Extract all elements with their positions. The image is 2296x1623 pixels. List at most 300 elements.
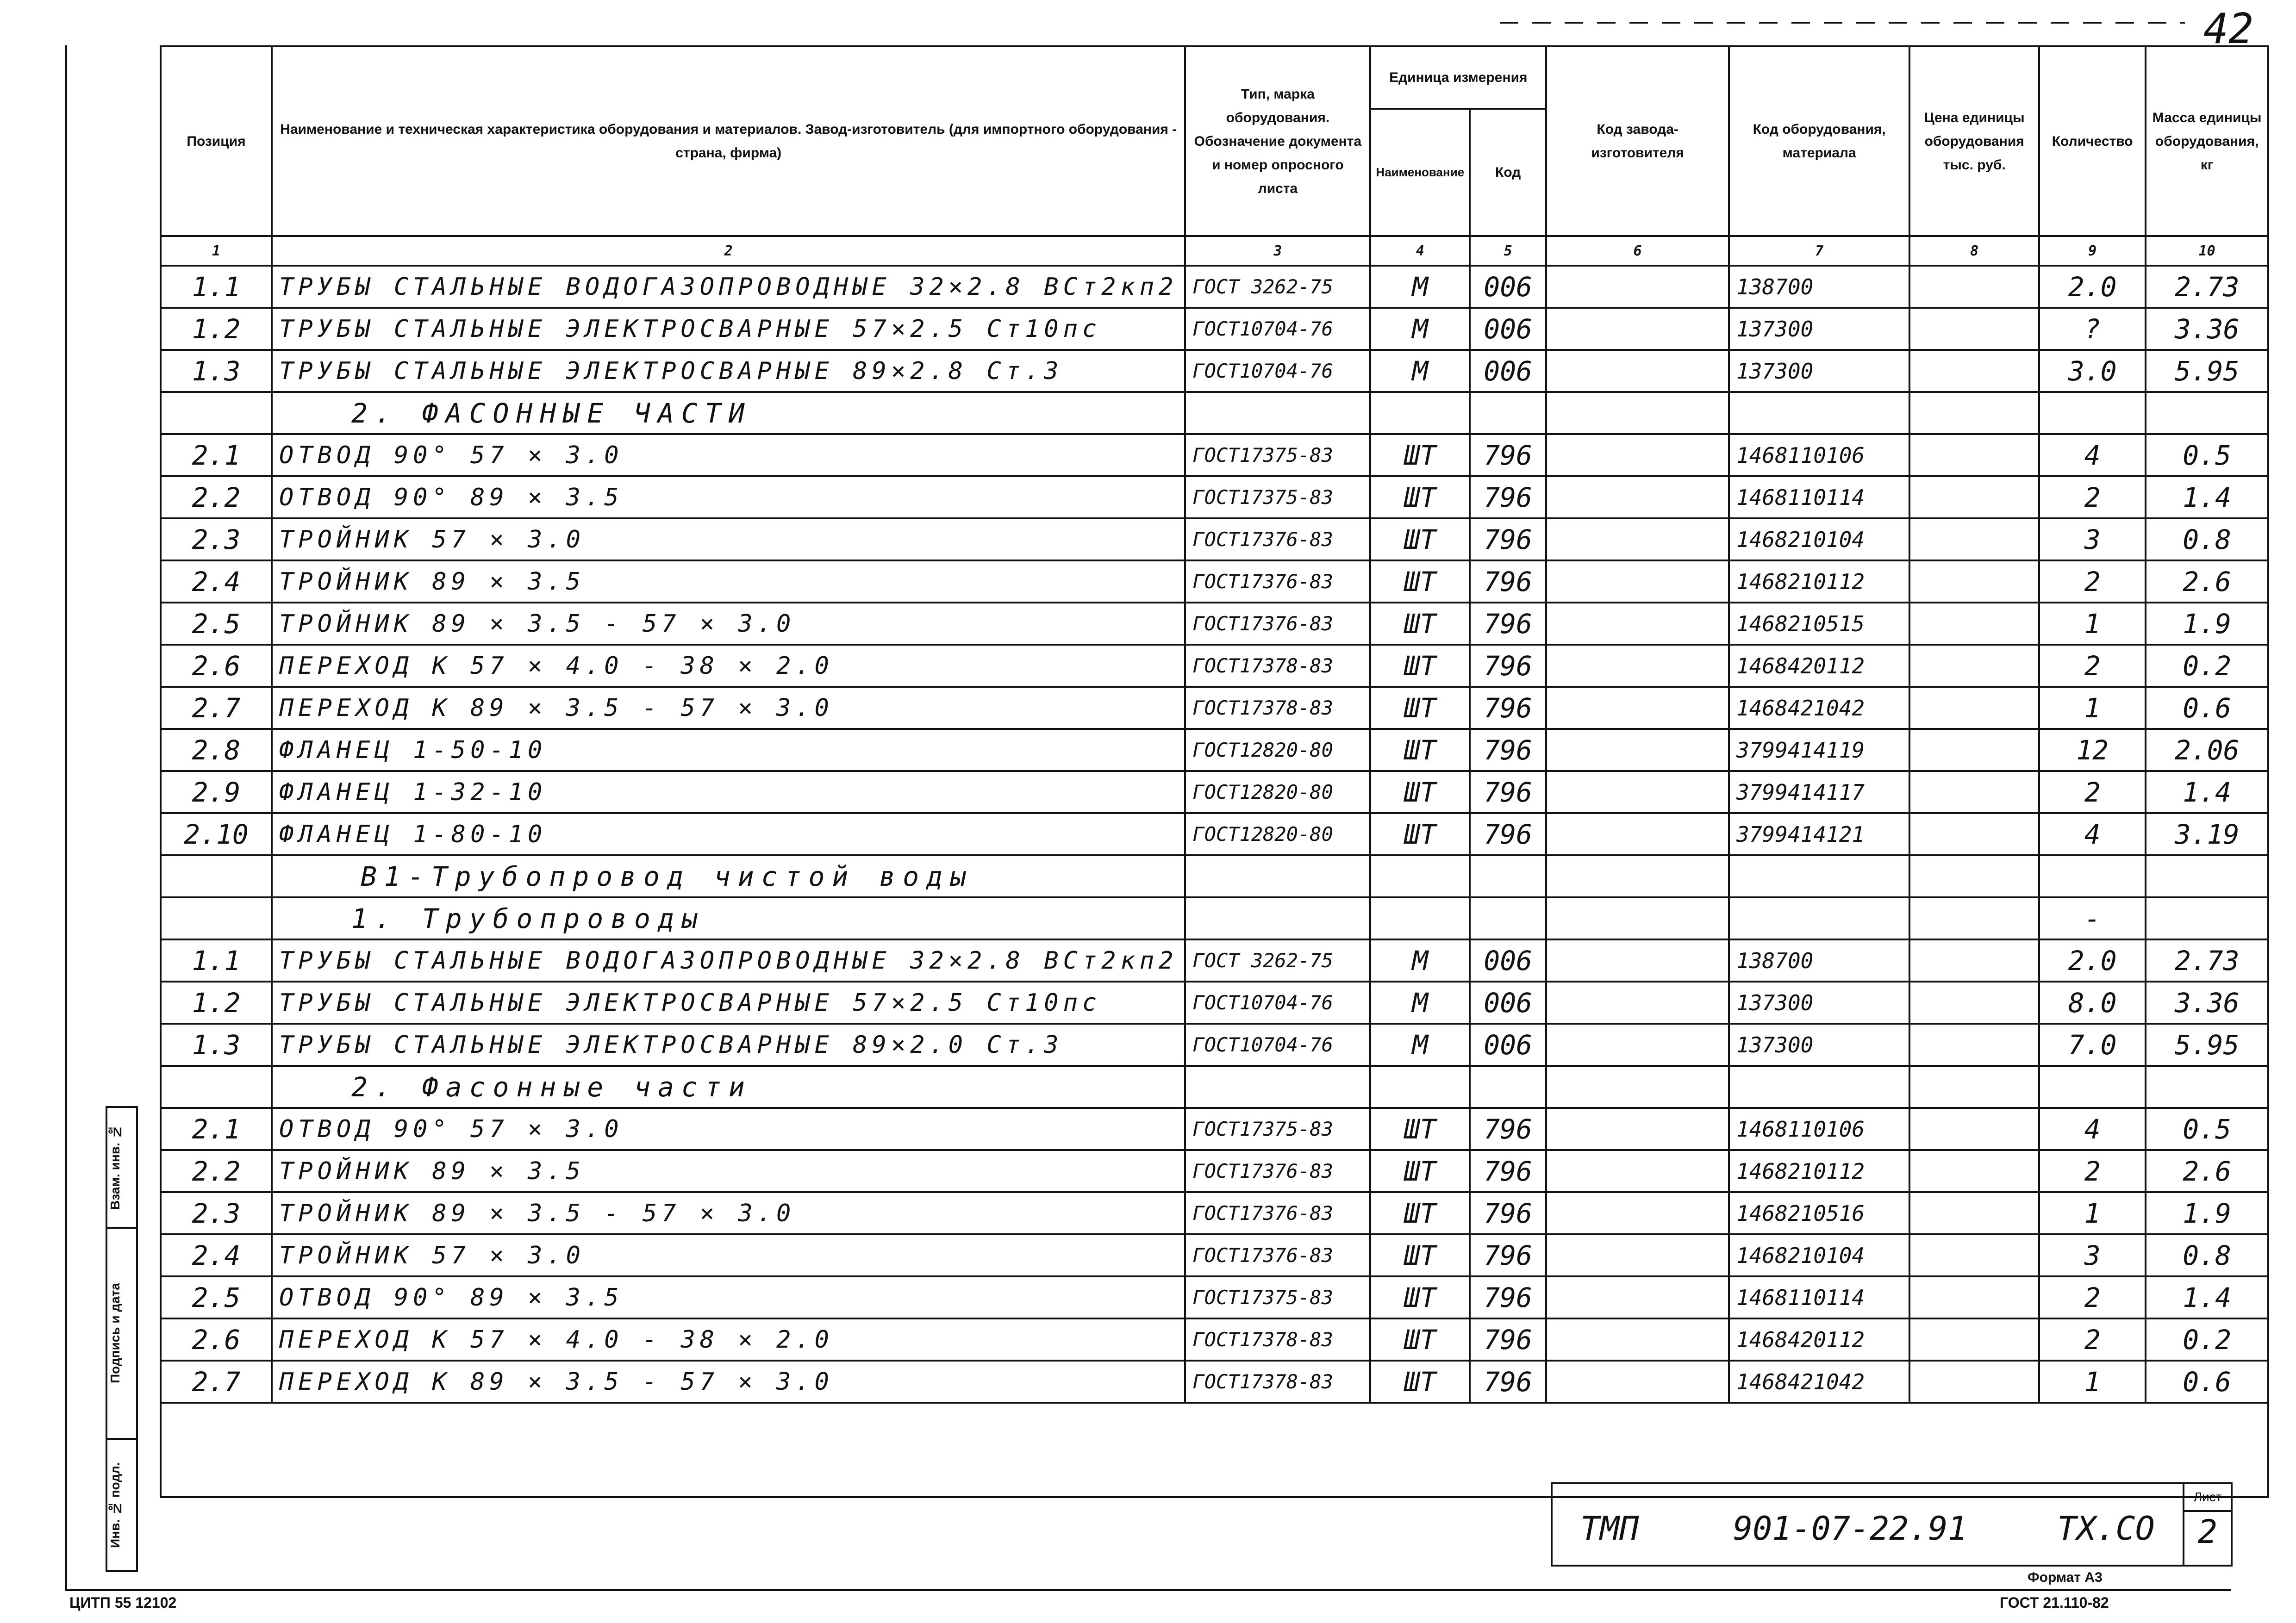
side-label-replacement: Взам. инв. № (108, 1125, 122, 1210)
name-cell: ТРОЙНИК 57 × 3.0 (272, 518, 1185, 560)
name-cell: ТРУБЫ СТАЛЬНЫЕ ВОДОГАЗОПРОВОДНЫЕ 32×2.8 ВСт2кп2 (272, 266, 1185, 308)
title-block (1551, 1482, 2233, 1567)
price-cell (1909, 1318, 2039, 1361)
standard-cell: ГОСТ17378-83 (1185, 1318, 1370, 1361)
quantity-cell: 2.0 (2039, 266, 2146, 308)
table-row (161, 560, 2268, 603)
unit-code-cell: 796 (1470, 1108, 1546, 1150)
equipment-code-cell: 1468110106 (1729, 434, 1909, 476)
table-row (161, 518, 2268, 560)
equipment-code-cell: 1468210516 (1729, 1192, 1909, 1234)
unit-name-cell: ШТ (1370, 1234, 1470, 1276)
equipment-code-cell: 3799414121 (1729, 813, 1909, 855)
factory-code-cell (1546, 939, 1729, 982)
title-block-doc-number: 901-07-22.91 (1733, 1510, 1967, 1548)
position-cell (161, 392, 272, 434)
standard-cell: ГОСТ17375-83 (1185, 1108, 1370, 1150)
unit-code-cell: 006 (1470, 350, 1546, 392)
header-position: Позиция (161, 46, 272, 236)
sheet-number-box (2183, 1484, 2231, 1565)
footer-gost: ГОСТ 21.110-82 (2000, 1594, 2109, 1611)
unit-code-cell: 006 (1470, 939, 1546, 982)
factory-code-cell (1546, 1066, 1729, 1108)
mass-cell: 1.9 (2146, 603, 2268, 645)
factory-code-cell (1546, 1276, 1729, 1318)
name-cell: ТРУБЫ СТАЛЬНЫЕ ЭЛЕКТРОСВАРНЫЕ 57×2.5 Ст10пс (272, 982, 1185, 1024)
quantity-cell: 2 (2039, 1150, 2146, 1192)
standard-cell: ГОСТ17378-83 (1185, 687, 1370, 729)
position-cell: 2.2 (161, 476, 272, 518)
table-row (161, 1192, 2268, 1234)
unit-name-cell: М (1370, 939, 1470, 982)
equipment-code-cell: 137300 (1729, 1024, 1909, 1066)
unit-code-cell: 796 (1470, 1234, 1546, 1276)
table-header (161, 46, 2268, 236)
price-cell (1909, 813, 2039, 855)
quantity-cell: 4 (2039, 1108, 2146, 1150)
table-body (161, 236, 2268, 1497)
table-row (161, 308, 2268, 350)
equipment-code-cell (1729, 855, 1909, 897)
position-cell: 1.2 (161, 982, 272, 1024)
unit-code-cell: 796 (1470, 729, 1546, 771)
section-title: 1. Трубопроводы (272, 897, 1185, 939)
name-cell: ТРОЙНИК 89 × 3.5 (272, 1150, 1185, 1192)
position-cell: 2.1 (161, 1108, 272, 1150)
unit-name-cell: ШТ (1370, 1108, 1470, 1150)
price-cell (1909, 939, 2039, 982)
equipment-code-cell (1729, 392, 1909, 434)
column-number: 7 (1729, 236, 1909, 266)
quantity-cell: 2 (2039, 1276, 2146, 1318)
mass-cell: 3.36 (2146, 308, 2268, 350)
quantity-cell: ? (2039, 308, 2146, 350)
quantity-cell: - (2039, 897, 2146, 939)
unit-name-cell: ШТ (1370, 645, 1470, 687)
equipment-code-cell: 1468210112 (1729, 560, 1909, 603)
unit-name-cell: ШТ (1370, 434, 1470, 476)
price-cell (1909, 1361, 2039, 1403)
table-row (161, 603, 2268, 645)
header-unit-group: Единица измерения (1370, 46, 1546, 109)
unit-name-cell: ШТ (1370, 603, 1470, 645)
header-mass: Масса единицы оборудования, кг (2146, 46, 2268, 236)
standard-cell: ГОСТ17378-83 (1185, 645, 1370, 687)
position-cell: 2.7 (161, 687, 272, 729)
standard-cell: ГОСТ10704-76 (1185, 308, 1370, 350)
price-cell (1909, 518, 2039, 560)
table-row (161, 687, 2268, 729)
position-cell: 2.7 (161, 1361, 272, 1403)
column-number: 8 (1909, 236, 2039, 266)
quantity-cell: 7.0 (2039, 1024, 2146, 1066)
factory-code-cell (1546, 1318, 1729, 1361)
section-row (161, 855, 2268, 897)
price-cell (1909, 560, 2039, 603)
name-cell: ТРУБЫ СТАЛЬНЫЕ ЭЛЕКТРОСВАРНЫЕ 57×2.5 Ст10пс (272, 308, 1185, 350)
factory-code-cell (1546, 1361, 1729, 1403)
name-cell: ТРОЙНИК 57 × 3.0 (272, 1234, 1185, 1276)
unit-code-cell: 796 (1470, 434, 1546, 476)
position-cell: 2.6 (161, 645, 272, 687)
unit-name-cell: ШТ (1370, 687, 1470, 729)
unit-name-cell: ШТ (1370, 813, 1470, 855)
unit-code-cell: 796 (1470, 603, 1546, 645)
factory-code-cell (1546, 392, 1729, 434)
position-cell: 2.4 (161, 1234, 272, 1276)
frame-top-dashed-line (1500, 22, 2185, 24)
quantity-cell: 1 (2039, 1361, 2146, 1403)
header-equipment-code: Код оборудования, материала (1729, 46, 1909, 236)
position-cell: 2.5 (161, 603, 272, 645)
price-cell (1909, 350, 2039, 392)
mass-cell: 3.36 (2146, 982, 2268, 1024)
column-number: 4 (1370, 236, 1470, 266)
standard-cell: ГОСТ17378-83 (1185, 1361, 1370, 1403)
table-row (161, 813, 2268, 855)
unit-code-cell (1470, 1066, 1546, 1108)
position-cell: 1.3 (161, 350, 272, 392)
price-cell (1909, 1192, 2039, 1234)
mass-cell: 2.06 (2146, 729, 2268, 771)
column-number-row (161, 236, 2268, 266)
factory-code-cell (1546, 308, 1729, 350)
position-cell: 2.5 (161, 1276, 272, 1318)
name-cell: ФЛАНЕЦ 1-50-10 (272, 729, 1185, 771)
quantity-cell: 3 (2039, 518, 2146, 560)
standard-cell: ГОСТ17376-83 (1185, 1150, 1370, 1192)
equipment-code-cell (1729, 897, 1909, 939)
factory-code-cell (1546, 434, 1729, 476)
name-cell: ТРОЙНИК 89 × 3.5 (272, 560, 1185, 603)
table-row (161, 645, 2268, 687)
price-cell (1909, 476, 2039, 518)
mass-cell: 5.95 (2146, 350, 2268, 392)
specification-table (160, 45, 2269, 1498)
equipment-code-cell: 138700 (1729, 939, 1909, 982)
column-number: 10 (2146, 236, 2268, 266)
equipment-code-cell: 137300 (1729, 982, 1909, 1024)
column-number: 6 (1546, 236, 1729, 266)
unit-code-cell: 796 (1470, 687, 1546, 729)
position-cell (161, 855, 272, 897)
standard-cell: ГОСТ17376-83 (1185, 518, 1370, 560)
unit-code-cell: 796 (1470, 518, 1546, 560)
mass-cell: 0.8 (2146, 1234, 2268, 1276)
position-cell: 2.6 (161, 1318, 272, 1361)
mass-cell: 0.2 (2146, 1318, 2268, 1361)
quantity-cell: 1 (2039, 1192, 2146, 1234)
price-cell (1909, 434, 2039, 476)
table-row (161, 266, 2268, 308)
header-name: Наименование и техническая характеристика оборудования и материалов. Завод-изготовитель (для импортного оборудования - страна, фирма) (272, 46, 1185, 236)
quantity-cell: 3.0 (2039, 350, 2146, 392)
unit-name-cell: ШТ (1370, 560, 1470, 603)
quantity-cell: 2 (2039, 476, 2146, 518)
title-block-mark: ТХ.СО (2057, 1510, 2155, 1548)
side-label-signature: Подпись и дата (108, 1283, 122, 1384)
position-cell: 2.10 (161, 813, 272, 855)
column-number: 2 (272, 236, 1185, 266)
mass-cell: 0.8 (2146, 518, 2268, 560)
standard-cell (1185, 392, 1370, 434)
name-cell: ПЕРЕХОД К 89 × 3.5 - 57 × 3.0 (272, 1361, 1185, 1403)
price-cell (1909, 1234, 2039, 1276)
frame-bottom-line (65, 1589, 2231, 1591)
unit-code-cell: 006 (1470, 982, 1546, 1024)
name-cell: ОТВОД 90° 89 × 3.5 (272, 1276, 1185, 1318)
unit-name-cell: ШТ (1370, 1318, 1470, 1361)
mass-cell (2146, 392, 2268, 434)
unit-code-cell: 796 (1470, 1150, 1546, 1192)
unit-code-cell: 006 (1470, 266, 1546, 308)
price-cell (1909, 897, 2039, 939)
equipment-code-cell: 1468420112 (1729, 645, 1909, 687)
equipment-code-cell: 1468210104 (1729, 518, 1909, 560)
table-row (161, 476, 2268, 518)
position-cell: 2.1 (161, 434, 272, 476)
unit-code-cell: 796 (1470, 1192, 1546, 1234)
unit-name-cell: ШТ (1370, 771, 1470, 813)
price-cell (1909, 392, 2039, 434)
standard-cell: ГОСТ10704-76 (1185, 350, 1370, 392)
price-cell (1909, 1276, 2039, 1318)
header-factory-code: Код завода-изготовителя (1546, 46, 1729, 236)
mass-cell: 0.6 (2146, 687, 2268, 729)
price-cell (1909, 1150, 2039, 1192)
standard-cell: ГОСТ12820-80 (1185, 729, 1370, 771)
price-cell (1909, 729, 2039, 771)
column-number: 5 (1470, 236, 1546, 266)
quantity-cell: 2 (2039, 771, 2146, 813)
quantity-cell (2039, 855, 2146, 897)
mass-cell: 2.6 (2146, 1150, 2268, 1192)
standard-cell: ГОСТ17375-83 (1185, 434, 1370, 476)
unit-name-cell: ШТ (1370, 1276, 1470, 1318)
table-row (161, 771, 2268, 813)
mass-cell: 5.95 (2146, 1024, 2268, 1066)
standard-cell (1185, 897, 1370, 939)
mass-cell: 1.9 (2146, 1192, 2268, 1234)
unit-code-cell: 796 (1470, 560, 1546, 603)
unit-name-cell: ШТ (1370, 518, 1470, 560)
price-cell (1909, 771, 2039, 813)
quantity-cell: 8.0 (2039, 982, 2146, 1024)
unit-name-cell (1370, 1066, 1470, 1108)
unit-code-cell (1470, 855, 1546, 897)
column-number: 3 (1185, 236, 1370, 266)
equipment-code-cell: 3799414119 (1729, 729, 1909, 771)
header-quantity: Количество (2039, 46, 2146, 236)
position-cell: 1.1 (161, 939, 272, 982)
factory-code-cell (1546, 813, 1729, 855)
table-row (161, 1024, 2268, 1066)
standard-cell: ГОСТ 3262-75 (1185, 939, 1370, 982)
standard-cell (1185, 855, 1370, 897)
price-cell (1909, 1024, 2039, 1066)
quantity-cell (2039, 1066, 2146, 1108)
name-cell: ФЛАНЕЦ 1-80-10 (272, 813, 1185, 855)
standard-cell: ГОСТ17375-83 (1185, 476, 1370, 518)
name-cell: ПЕРЕХОД К 57 × 4.0 - 38 × 2.0 (272, 645, 1185, 687)
title-block-org: ТМП (1580, 1510, 1639, 1548)
factory-code-cell (1546, 982, 1729, 1024)
header-unit-code: Код (1470, 109, 1546, 236)
header-type: Тип, марка оборудования. Обозначение документа и номер опросного листа (1185, 46, 1370, 236)
section-row (161, 392, 2268, 434)
position-cell: 1.2 (161, 308, 272, 350)
unit-code-cell: 006 (1470, 1024, 1546, 1066)
table-row (161, 350, 2268, 392)
price-cell (1909, 1066, 2039, 1108)
table-row (161, 434, 2268, 476)
standard-cell (1185, 1066, 1370, 1108)
price-cell (1909, 1108, 2039, 1150)
price-cell (1909, 308, 2039, 350)
quantity-cell: 3 (2039, 1234, 2146, 1276)
unit-name-cell: М (1370, 982, 1470, 1024)
table-row (161, 1234, 2268, 1276)
unit-name-cell: ШТ (1370, 1150, 1470, 1192)
price-cell (1909, 982, 2039, 1024)
unit-name-cell (1370, 855, 1470, 897)
position-cell: 1.3 (161, 1024, 272, 1066)
price-cell (1909, 687, 2039, 729)
unit-code-cell: 006 (1470, 308, 1546, 350)
unit-code-cell: 796 (1470, 645, 1546, 687)
factory-code-cell (1546, 771, 1729, 813)
equipment-code-cell: 1468210112 (1729, 1150, 1909, 1192)
quantity-cell: 2 (2039, 560, 2146, 603)
unit-name-cell: ШТ (1370, 729, 1470, 771)
quantity-cell: 1 (2039, 687, 2146, 729)
name-cell: ТРОЙНИК 89 × 3.5 - 57 × 3.0 (272, 603, 1185, 645)
factory-code-cell (1546, 476, 1729, 518)
quantity-cell: 12 (2039, 729, 2146, 771)
mass-cell: 1.4 (2146, 476, 2268, 518)
price-cell (1909, 603, 2039, 645)
unit-name-cell: М (1370, 350, 1470, 392)
mass-cell (2146, 897, 2268, 939)
unit-code-cell (1470, 897, 1546, 939)
position-cell: 2.3 (161, 518, 272, 560)
name-cell: ФЛАНЕЦ 1-32-10 (272, 771, 1185, 813)
factory-code-cell (1546, 518, 1729, 560)
equipment-code-cell (1729, 1066, 1909, 1108)
position-cell: 2.3 (161, 1192, 272, 1234)
factory-code-cell (1546, 1234, 1729, 1276)
unit-name-cell: ШТ (1370, 476, 1470, 518)
unit-code-cell: 796 (1470, 813, 1546, 855)
section-title: 2. Фасонные части (272, 1066, 1185, 1108)
mass-cell: 2.73 (2146, 266, 2268, 308)
mass-cell: 3.19 (2146, 813, 2268, 855)
quantity-cell: 2 (2039, 645, 2146, 687)
table-row (161, 1108, 2268, 1150)
quantity-cell (2039, 392, 2146, 434)
table-row (161, 939, 2268, 982)
equipment-code-cell: 1468421042 (1729, 687, 1909, 729)
standard-cell: ГОСТ12820-80 (1185, 771, 1370, 813)
factory-code-cell (1546, 603, 1729, 645)
price-cell (1909, 266, 2039, 308)
name-cell: ТРУБЫ СТАЛЬНЫЕ ЭЛЕКТРОСВАРНЫЕ 89×2.8 Ст.3 (272, 350, 1185, 392)
frame-left-line (65, 45, 67, 1591)
factory-code-cell (1546, 729, 1729, 771)
equipment-code-cell: 1468210515 (1729, 603, 1909, 645)
mass-cell (2146, 855, 2268, 897)
unit-name-cell: М (1370, 266, 1470, 308)
unit-code-cell: 796 (1470, 476, 1546, 518)
table-row (161, 1150, 2268, 1192)
mass-cell: 2.6 (2146, 560, 2268, 603)
mass-cell: 0.5 (2146, 1108, 2268, 1150)
quantity-cell: 2.0 (2039, 939, 2146, 982)
unit-code-cell (1470, 392, 1546, 434)
name-cell: ОТВОД 90° 57 × 3.0 (272, 1108, 1185, 1150)
mass-cell: 2.73 (2146, 939, 2268, 982)
position-cell (161, 897, 272, 939)
table-row (161, 982, 2268, 1024)
table-row (161, 729, 2268, 771)
section-row (161, 1066, 2268, 1108)
section-title: В1-Трубопровод чистой воды (272, 855, 1185, 897)
footer-left: ЦИТП 55 12102 (69, 1594, 177, 1611)
name-cell: ТРУБЫ СТАЛЬНЫЕ ЭЛЕКТРОСВАРНЫЕ 89×2.0 Ст.3 (272, 1024, 1185, 1066)
position-cell: 2.4 (161, 560, 272, 603)
factory-code-cell (1546, 1150, 1729, 1192)
equipment-code-cell: 1468110114 (1729, 476, 1909, 518)
name-cell: ОТВОД 90° 89 × 3.5 (272, 476, 1185, 518)
section-row (161, 897, 2268, 939)
equipment-code-cell: 3799414117 (1729, 771, 1909, 813)
standard-cell: ГОСТ17376-83 (1185, 603, 1370, 645)
section-title: 2. ФАСОННЫЕ ЧАСТИ (272, 392, 1185, 434)
name-cell: ОТВОД 90° 57 × 3.0 (272, 434, 1185, 476)
unit-code-cell: 796 (1470, 1361, 1546, 1403)
position-cell: 2.8 (161, 729, 272, 771)
name-cell: ТРУБЫ СТАЛЬНЫЕ ВОДОГАЗОПРОВОДНЫЕ 32×2.8 ВСт2кп2 (272, 939, 1185, 982)
factory-code-cell (1546, 560, 1729, 603)
factory-code-cell (1546, 645, 1729, 687)
position-cell (161, 1066, 272, 1108)
table-row (161, 1318, 2268, 1361)
factory-code-cell (1546, 1192, 1729, 1234)
equipment-code-cell: 137300 (1729, 308, 1909, 350)
quantity-cell: 1 (2039, 603, 2146, 645)
position-cell: 2.2 (161, 1150, 272, 1192)
mass-cell (2146, 1066, 2268, 1108)
standard-cell: ГОСТ17375-83 (1185, 1276, 1370, 1318)
quantity-cell: 4 (2039, 434, 2146, 476)
equipment-code-cell: 137300 (1729, 350, 1909, 392)
mass-cell: 1.4 (2146, 771, 2268, 813)
price-cell (1909, 855, 2039, 897)
equipment-code-cell: 1468110114 (1729, 1276, 1909, 1318)
column-number: 9 (2039, 236, 2146, 266)
factory-code-cell (1546, 1108, 1729, 1150)
factory-code-cell (1546, 266, 1729, 308)
position-cell: 2.9 (161, 771, 272, 813)
unit-name-cell: М (1370, 308, 1470, 350)
equipment-code-cell: 138700 (1729, 266, 1909, 308)
quantity-cell: 4 (2039, 813, 2146, 855)
standard-cell: ГОСТ17376-83 (1185, 1192, 1370, 1234)
name-cell: ТРОЙНИК 89 × 3.5 - 57 × 3.0 (272, 1192, 1185, 1234)
header-price: Цена единицы оборудования тыс. руб. (1909, 46, 2039, 236)
page-number: 42 (2203, 5, 2254, 53)
factory-code-cell (1546, 350, 1729, 392)
